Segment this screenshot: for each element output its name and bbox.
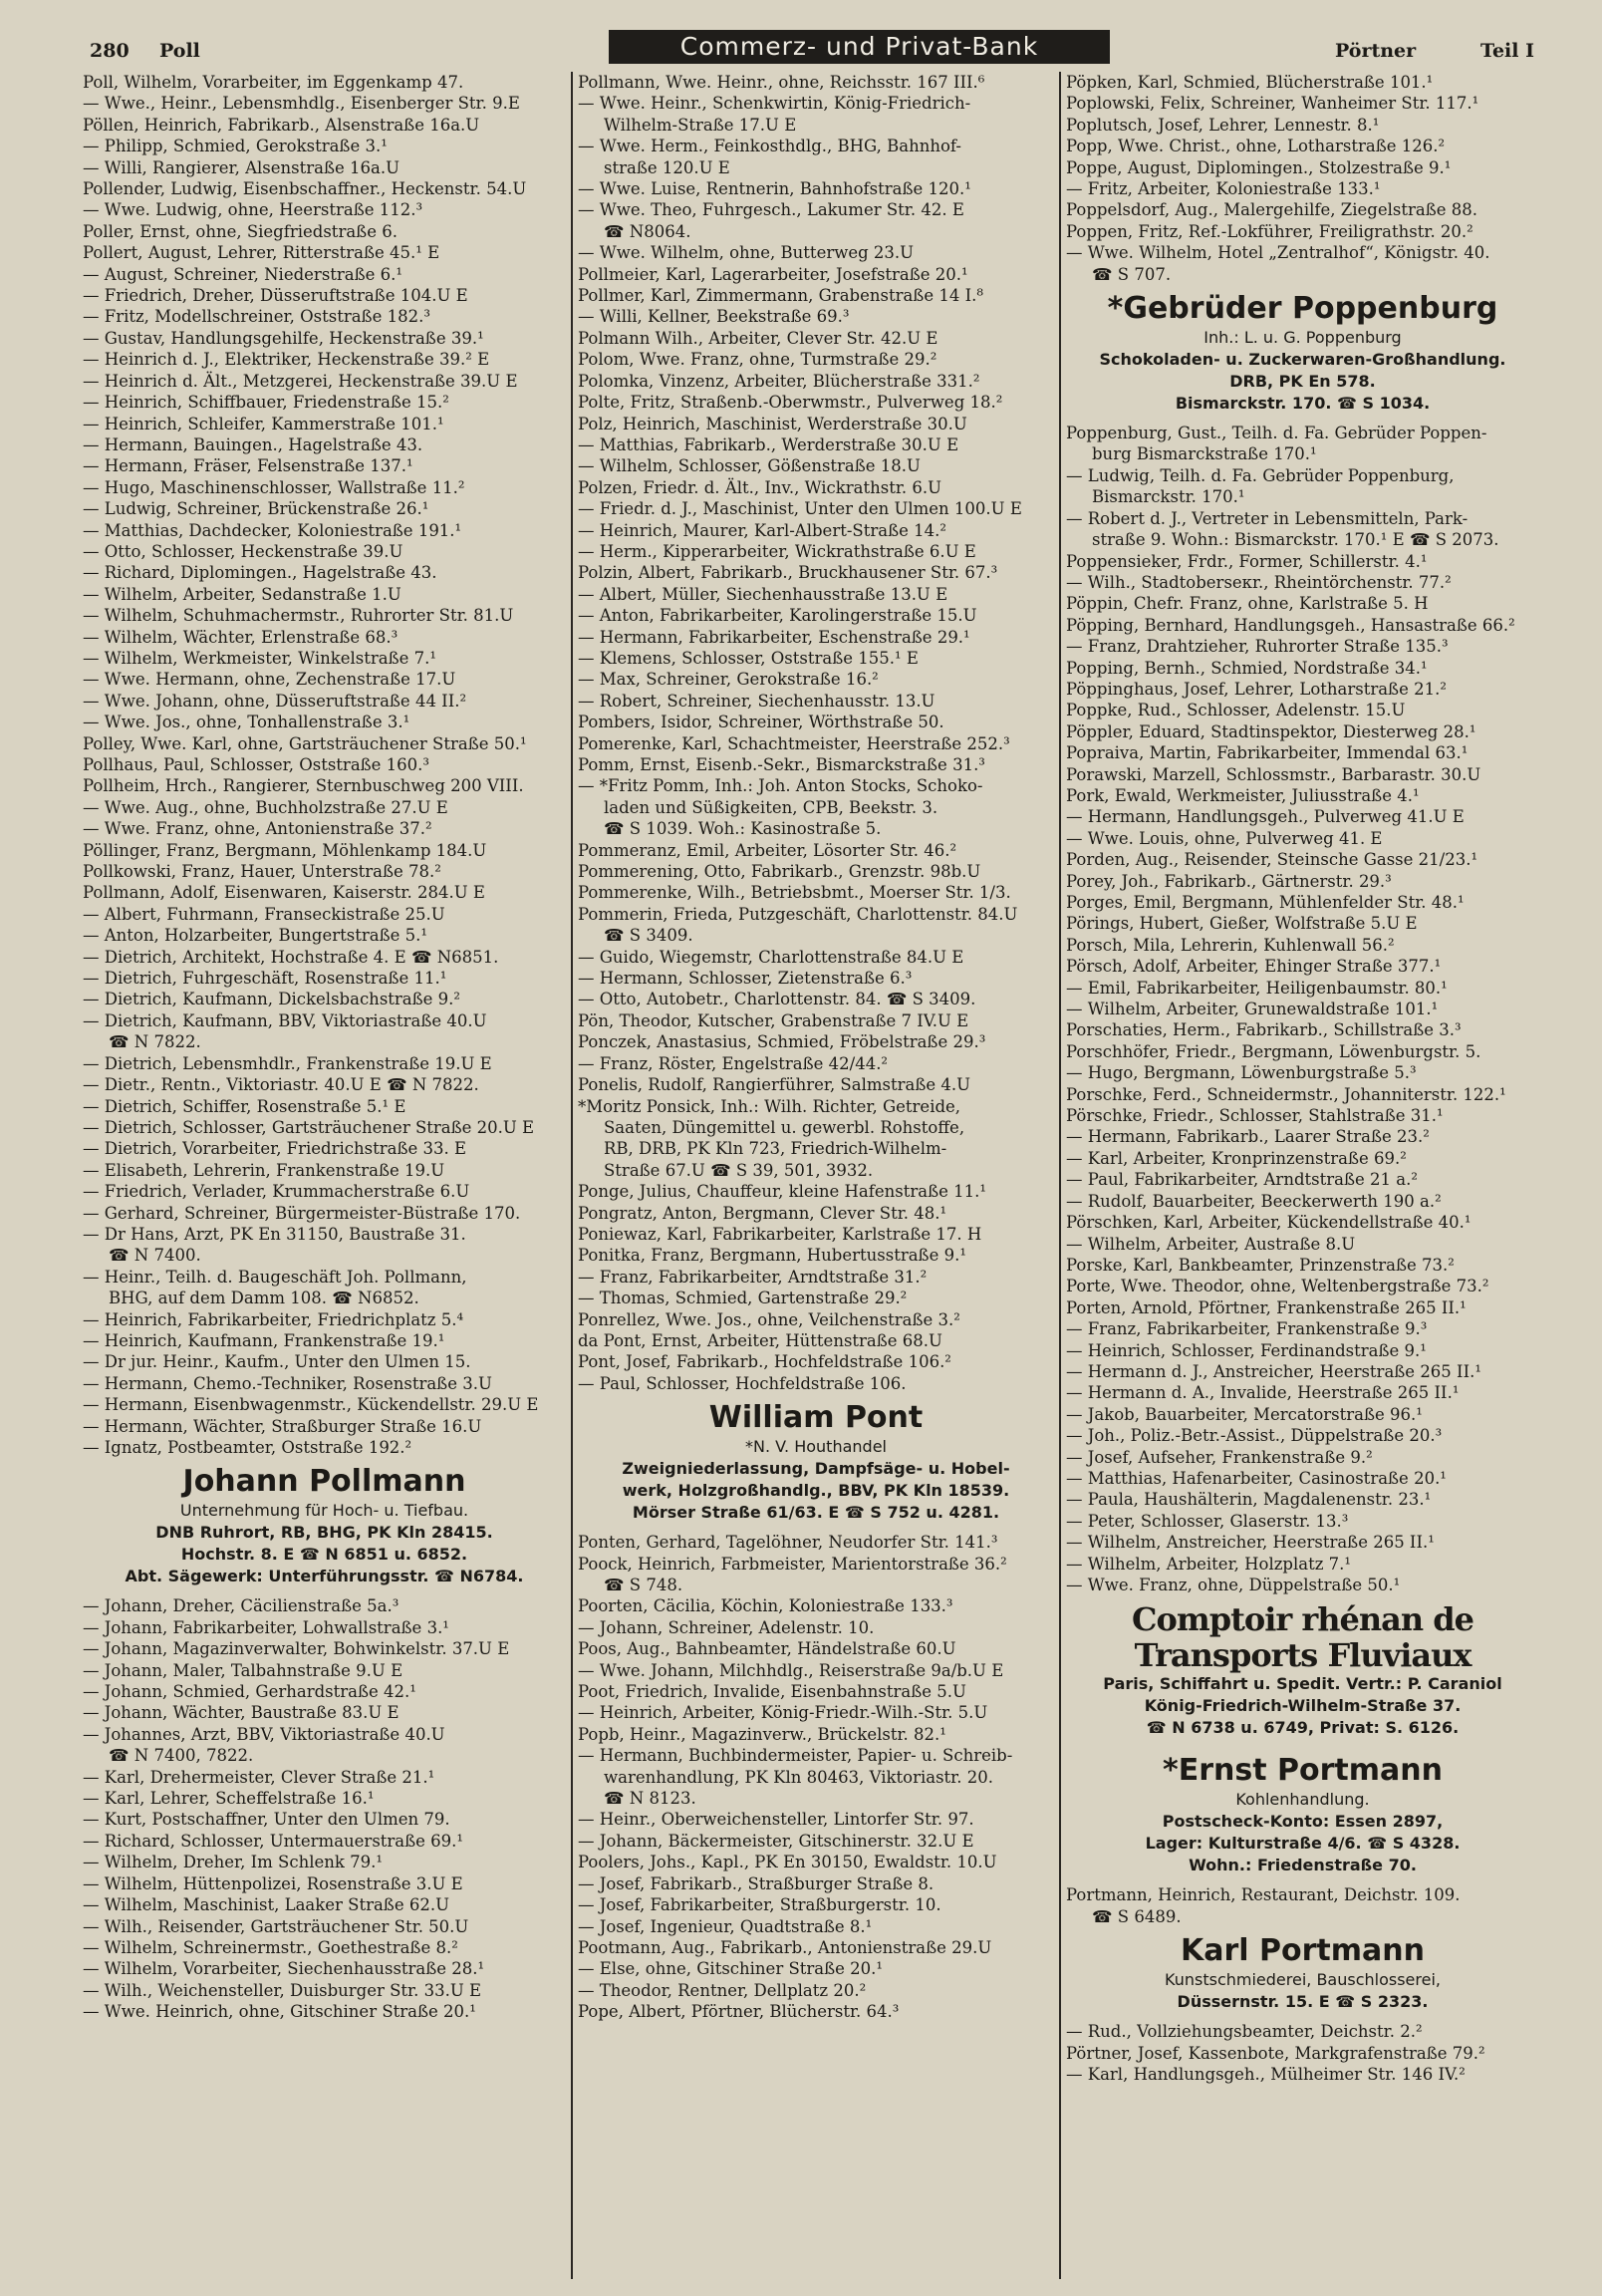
directory-entry: — Fritz, Modellschreiner, Oststraße 182.³ — [83, 307, 430, 327]
advertisement-line: Bismarckstr. 170. ☎ S 1034. — [1175, 394, 1431, 414]
directory-entry: Poock, Heinrich, Farbmeister, Marientorstraße 36.² — [578, 1554, 1007, 1574]
entry-continuation: ☎ S 707. — [1092, 264, 1172, 284]
directory-entry: Polley, Wwe. Karl, ohne, Gartsträuchener Straße 50.¹ — [83, 733, 527, 753]
directory-entry: — Joh., Poliz.-Betr.-Assist., Düppelstraße 20.³ — [1066, 1426, 1443, 1446]
advertisement-line: Lager: Kulturstraße 4/6. ☎ S 4328. — [1145, 1834, 1461, 1854]
directory-entry: Pollkowski, Franz, Hauer, Unterstraße 78.² — [83, 862, 441, 882]
directory-entry: Pöppler, Eduard, Stadtinspektor, Diesterweg 28.¹ — [1066, 721, 1476, 741]
directory-entry: — Wilhelm, Werkmeister, Winkelstraße 7.¹ — [83, 648, 436, 668]
directory-entry: — Hermann, Bauingen., Hagelstraße 43. — [83, 434, 423, 454]
page-header — [78, 30, 1544, 68]
directory-entry: Popping, Bernh., Schmied, Nordstraße 34.¹ — [1066, 658, 1428, 678]
directory-entry: Poppen, Fritz, Ref.-Lokführer, Freiligrathstr. 20.² — [1066, 221, 1473, 241]
advertisement-line: ☎ N 6738 u. 6749, Privat: S. 6126. — [1146, 1718, 1460, 1738]
directory-entry: — Matthias, Fabrikarb., Werderstraße 30.U E — [578, 434, 959, 454]
directory-entry: — Hermann, Wächter, Straßburger Straße 16.U — [83, 1416, 482, 1436]
directory-entry: — Franz, Drahtzieher, Ruhrorter Straße 135.³ — [1066, 637, 1449, 657]
directory-entry: Ponitka, Franz, Bergmann, Hubertusstraße 9.¹ — [578, 1246, 966, 1266]
directory-entry: — Wwe. Franz, ohne, Düppelstraße 50.¹ — [1066, 1576, 1401, 1594]
directory-entry: — Hugo, Maschinenschlosser, Wallstraße 11.² — [83, 477, 465, 497]
directory-entry: — Wilhelm, Hüttenpolizei, Rosenstraße 3.U E — [83, 1873, 463, 1893]
directory-entry: — Matthias, Dachdecker, Koloniestraße 191.¹ — [83, 520, 462, 540]
directory-entry: — Dietrich, Schlosser, Gartsträuchener Straße 20.U E — [83, 1117, 535, 1137]
directory-entry: Pörtner, Josef, Kassenbote, Markgrafenstraße 79.² — [1066, 2043, 1485, 2063]
advertisement-name: *Gebrüder Poppenburg — [1107, 291, 1498, 327]
directory-entry: Pollhaus, Paul, Schlosser, Oststraße 160.³ — [83, 755, 430, 774]
directory-entry: — Heinrich, Kaufmann, Frankenstraße 19.¹ — [83, 1330, 445, 1350]
directory-entry: — Hermann d. A., Invalide, Heerstraße 265 II.¹ — [1066, 1383, 1460, 1403]
directory-entry: Poolers, Johs., Kapl., PK En 30150, Ewaldstr. 10.U — [578, 1853, 997, 1872]
column-1 — [78, 72, 573, 2279]
directory-entry: — Max, Schreiner, Gerokstraße 16.² — [578, 670, 879, 690]
directory-entry: — Heinr., Teilh. d. Baugeschäft Joh. Pollmann, — [83, 1267, 467, 1287]
directory-entry: Polz, Heinrich, Maschinist, Werderstraße 30.U — [578, 414, 967, 433]
directory-entry: Pootmann, Aug., Fabrikarb., Antonienstraße 29.U — [578, 1937, 992, 1957]
directory-entry: Pollmer, Karl, Zimmermann, Grabenstraße 14 I.⁸ — [578, 286, 983, 306]
entry-continuation: Straße 67.U ☎ S 39, 501, 3932. — [604, 1160, 874, 1180]
directory-entry: Porte, Wwe. Theodor, ohne, Weltenbergstraße 73.² — [1066, 1277, 1489, 1296]
entry-continuation: BHG, auf dem Damm 108. ☎ N6852. — [109, 1289, 419, 1308]
directory-entry: — Wwe. Louis, ohne, Pulverweg 41. E — [1066, 828, 1383, 848]
directory-entry: — Wwe. Wilhelm, Hotel „Zentralhof“, Königstr. 40. — [1066, 243, 1490, 263]
advertisement — [1066, 285, 1539, 423]
directory-entry: Poppelsdorf, Aug., Malergehilfe, Ziegelstraße 88. — [1066, 200, 1477, 220]
directory-entry: Poos, Aug., Bahnbeamter, Händelstraße 60.U — [578, 1639, 956, 1659]
entry-continuation: ☎ N8064. — [604, 221, 691, 241]
directory-entry: — Franz, Fabrikarbeiter, Arndtstraße 31.² — [578, 1267, 928, 1287]
advertisement-line: Schokoladen- u. Zuckerwaren-Großhandlung. — [1099, 350, 1506, 370]
directory-entry: Porey, Joh., Fabrikarb., Gärtnerstr. 29.³ — [1066, 871, 1392, 891]
entry-continuation: RB, DRB, PK Kln 723, Friedrich-Wilhelm- — [604, 1139, 947, 1159]
directory-entry: Pörschke, Friedr., Schlosser, Stahlstraße 31.¹ — [1066, 1106, 1444, 1126]
directory-entry: Poplowski, Felix, Schreiner, Wanheimer Str. 117.¹ — [1066, 94, 1479, 114]
directory-entry: — Hugo, Bergmann, Löwenburgstraße 5.³ — [1066, 1063, 1417, 1083]
directory-entry: Portmann, Heinrich, Restaurant, Deichstr. 109. — [1066, 1885, 1461, 1905]
directory-entry: — Josef, Aufseher, Frankenstraße 9.² — [1066, 1447, 1373, 1467]
directory-entry: Pörsch, Adolf, Arbeiter, Ehinger Straße 377.¹ — [1066, 957, 1442, 977]
directory-entry: — Anton, Fabrikarbeiter, Karolingerstraße 15.U — [578, 606, 977, 626]
part-label: Teil I — [1480, 40, 1534, 62]
directory-entry: — Richard, Diplomingen., Hagelstraße 43. — [83, 563, 437, 583]
directory-entry: — Johann, Maler, Talbahnstraße 9.U E — [83, 1660, 403, 1680]
directory-entry: Porawski, Marzell, Schlossmstr., Barbarastr. 30.U — [1066, 764, 1481, 784]
directory-entry: — Theodor, Rentner, Dellplatz 20.² — [578, 1980, 867, 2000]
advertisement-name: William Pont — [708, 1400, 924, 1436]
directory-entry: Ponczek, Anastasius, Schmied, Fröbelstraße 29.³ — [578, 1032, 986, 1052]
directory-entry: Pön, Theodor, Kutscher, Grabenstraße 7 IV.U E — [578, 1010, 969, 1030]
directory-entry: — Dietr., Rentn., Viktoriastr. 40.U E ☎ N 7822. — [83, 1075, 479, 1095]
entry-continuation: ☎ N 7400. — [109, 1246, 201, 1266]
directory-entry: Pope, Albert, Pförtner, Blücherstr. 64.³ — [578, 2002, 900, 2022]
directory-entry: — Wilhelm, Maschinist, Laaker Straße 62.U — [83, 1895, 449, 1915]
directory-entry: — Wwe. Jos., ohne, Tonhallenstraße 3.¹ — [83, 713, 410, 732]
directory-entry: Popb, Heinr., Magazinverw., Brückelstr. 82.¹ — [578, 1724, 946, 1744]
directory-entry: — Heinrich, Schleifer, Kammerstraße 101.¹ — [83, 414, 444, 433]
directory-entry: Pollmeier, Karl, Lagerarbeiter, Josefstraße 20.¹ — [578, 264, 968, 284]
directory-entry: — Wilhelm, Schuhmachermstr., Ruhrorter Str. 81.U — [83, 606, 514, 626]
directory-entry: Pomm, Ernst, Eisenb.-Sekr., Bismarckstraße 31.³ — [578, 755, 985, 774]
directory-entry: — *Fritz Pomm, Inh.: Joh. Anton Stocks, Schoko- — [578, 776, 983, 796]
advertisement-line: DRB, PK En 578. — [1229, 372, 1376, 392]
directory-entry: — Josef, Ingenieur, Quadtstraße 8.¹ — [578, 1916, 873, 1936]
directory-entry: Pöllen, Heinrich, Fabrikarb., Alsenstraße 16a.U — [83, 115, 480, 135]
entry-continuation: ☎ S 6489. — [1092, 1906, 1182, 1926]
directory-entry: — Klemens, Schlosser, Oststraße 155.¹ E — [578, 648, 919, 668]
directory-entry: — Hermann, Buchbindermeister, Papier- u. Schreib- — [578, 1746, 1013, 1766]
directory-entry: — Otto, Schlosser, Heckenstraße 39.U — [83, 541, 403, 561]
entry-continuation: laden und Süßigkeiten, CPB, Beekstr. 3. — [604, 797, 938, 817]
directory-entry: — Karl, Arbeiter, Kronprinzenstraße 69.² — [1066, 1148, 1407, 1168]
column-3 — [1061, 72, 1544, 2279]
advertisement-line: *N. V. Houthandel — [745, 1437, 887, 1457]
directory-entry: — Dietrich, Kaufmann, Dickelsbachstraße 9.² — [83, 990, 461, 1009]
entry-continuation: ☎ S 748. — [604, 1576, 683, 1594]
directory-entry: Pollert, August, Lehrer, Ritterstraße 45.¹ E — [83, 243, 440, 263]
directory-entry: — Hermann, Chemo.-Techniker, Rosenstraße 3.U — [83, 1373, 492, 1393]
directory-entry: — Hermann, Handlungsgeh., Pulverweg 41.U E — [1066, 807, 1465, 827]
directory-entry: Pommerin, Frieda, Putzgeschäft, Charlottenstr. 84.U — [578, 904, 1018, 924]
directory-entry: Poll, Wilhelm, Vorarbeiter, im Eggenkamp 47. — [83, 73, 464, 92]
directory-entry: — Karl, Lehrer, Scheffelstraße 16.¹ — [83, 1789, 375, 1809]
directory-entry: — Ludwig, Teilh. d. Fa. Gebrüder Poppenburg, — [1066, 465, 1455, 485]
directory-entry: — Johann, Bäckermeister, Gitschinerstr. 32.U E — [578, 1831, 974, 1851]
directory-entry: — Johann, Dreher, Cäcilienstraße 5a.³ — [83, 1596, 400, 1616]
directory-entry: — Friedrich, Verlader, Krummacherstraße 6.U — [83, 1182, 470, 1202]
directory-entry: Polzen, Friedr. d. Ält., Inv., Wickrathstr. 6.U — [578, 477, 942, 497]
advertisement — [83, 1458, 566, 1595]
directory-entry: — Guido, Wiegemstr, Charlottenstraße 84.U E — [578, 947, 964, 967]
columns — [78, 72, 1544, 2279]
advertisement-line: Mörser Straße 61/63. E ☎ S 752 u. 4281. — [632, 1503, 1000, 1523]
directory-entry: Polmann Wilh., Arbeiter, Clever Str. 42.U E — [578, 328, 938, 348]
advertisement-line: Kohlenhandlung. — [1235, 1790, 1370, 1810]
directory-entry: — Dietrich, Vorarbeiter, Friedrichstraße 33. E — [83, 1139, 467, 1159]
directory-entry: — Albert, Fuhrmann, Franseckistraße 25.U — [83, 904, 445, 924]
directory-entry: Polom, Wwe. Franz, ohne, Turmstraße 29.² — [578, 350, 937, 370]
directory-entry: Poniewaz, Karl, Fabrikarbeiter, Karlstraße 17. H — [578, 1224, 982, 1244]
directory-entry: Pörschken, Karl, Arbeiter, Kückendellstraße 40.¹ — [1066, 1213, 1471, 1233]
directory-entry: — Heinrich d. J., Elektriker, Heckenstraße 39.² E — [83, 350, 490, 370]
directory-entry: Polzin, Albert, Fabrikarb., Bruckhausener Str. 67.³ — [578, 563, 998, 583]
directory-entry: — Wwe. Heinrich, ohne, Gitschiner Straße 20.¹ — [83, 2002, 476, 2022]
directory-entry: — Hermann, Eisenbwagenmstr., Kückendellstr. 29.U E — [83, 1395, 539, 1415]
directory-entry: — Johannes, Arzt, BBV, Viktoriastraße 40.U — [83, 1724, 445, 1744]
directory-entry: — Hermann, Fräser, Felsenstraße 137.¹ — [83, 456, 413, 476]
advertisement — [1066, 1747, 1539, 1884]
directory-entry: — Wilhelm, Anstreicher, Heerstraße 265 II.¹ — [1066, 1533, 1435, 1553]
entry-continuation: warenhandlung, PK Kln 80463, Viktoriastr. 20. — [604, 1767, 993, 1787]
directory-entry: — Kurt, Postschaffner, Unter den Ulmen 79. — [83, 1810, 450, 1830]
directory-entry: — Wwe. Theo, Fuhrgesch., Lakumer Str. 42. E — [578, 200, 964, 220]
directory-entry: Porschke, Ferd., Schneidermstr., Johanniterstr. 122.¹ — [1066, 1084, 1506, 1104]
directory-entry: Poppensieker, Frdr., Former, Schillerstr. 4.¹ — [1066, 551, 1428, 571]
directory-entry: — Rudolf, Bauarbeiter, Beeckerwerth 190 a.² — [1066, 1191, 1442, 1211]
directory-entry: — Franz, Röster, Engelstraße 42/44.² — [578, 1053, 889, 1073]
directory-entry: Pork, Ewald, Werkmeister, Juliusstraße 4.¹ — [1066, 785, 1420, 805]
advertisement-line: Postscheck-Konto: Essen 2897, — [1162, 1812, 1444, 1832]
advertisement-line: Paris, Schiffahrt u. Spedit. Vertr.: P. Caraniol — [1103, 1674, 1502, 1694]
bank-banner: Commerz- und Privat-Bank — [609, 30, 1110, 64]
advertisement-line: DNB Ruhrort, RB, BHG, PK Kln 28415. — [155, 1523, 493, 1543]
directory-entry: — Josef, Fabrikarbeiter, Straßburgerstr. 10. — [578, 1895, 941, 1915]
entry-continuation: Bismarckstr. 170.¹ — [1092, 487, 1245, 507]
directory-entry: — Wilhelm, Wächter, Erlenstraße 68.³ — [83, 627, 399, 647]
directory-entry: — Robert d. J., Vertreter in Lebensmitteln, Park- — [1066, 508, 1468, 528]
directory-entry: — Jakob, Bauarbeiter, Mercatorstraße 96.¹ — [1066, 1404, 1423, 1424]
advertisement-line: Unternehmung für Hoch- u. Tiefbau. — [179, 1501, 469, 1521]
directory-entry: Poppe, August, Diplomingen., Stolzestraße 9.¹ — [1066, 157, 1452, 177]
directory-entry: Porten, Arnold, Pförtner, Frankenstraße 265 II.¹ — [1066, 1297, 1467, 1317]
directory-entry: — Heinrich, Schlosser, Ferdinandstraße 9.¹ — [1066, 1340, 1427, 1360]
directory-entry: Porschaties, Herm., Fabrikarb., Schillstraße 3.³ — [1066, 1020, 1462, 1040]
directory-entry: — Albert, Müller, Siechenhausstraße 13.U E — [578, 584, 948, 604]
advertisement-line: Wohn.: Friedenstraße 70. — [1189, 1856, 1417, 1875]
advertisement — [1066, 1595, 1539, 1747]
directory-entry: Pombers, Isidor, Schreiner, Wörthstraße 50. — [578, 713, 944, 732]
advertisement-line: werk, Holzgroßhandlg., BBV, PK Kln 18539. — [622, 1481, 1010, 1501]
entry-continuation: ☎ N 7400, 7822. — [109, 1746, 254, 1766]
directory-entry: — Wilh., Reisender, Gartsträuchener Str. 50.U — [83, 1916, 469, 1936]
directory-entry: — Johann, Schreiner, Adelenstr. 10. — [578, 1617, 875, 1637]
directory-entry: Poorten, Cäcilia, Köchin, Koloniestraße 133.³ — [578, 1596, 953, 1616]
directory-entry: Pöpken, Karl, Schmied, Blücherstraße 101.¹ — [1066, 73, 1434, 92]
advertisement-name: Karl Portmann — [1181, 1933, 1425, 1969]
directory-entry: — Heinrich, Arbeiter, König-Friedr.-Wilh.-Str. 5.U — [578, 1703, 988, 1723]
directory-entry: Pörings, Hubert, Gießer, Wolfstraße 5.U E — [1066, 914, 1418, 934]
entry-continuation: ☎ S 1039. Woh.: Kasinostraße 5. — [604, 819, 882, 839]
directory-entry: Pöpping, Bernhard, Handlungsgeh., Hansastraße 66.² — [1066, 615, 1515, 635]
directory-entry: Poppke, Rud., Schlosser, Adelenstr. 15.U — [1066, 701, 1406, 720]
directory-entry: — Wwe. Herm., Feinkosthdlg., BHG, Bahnhof- — [578, 137, 961, 156]
directory-entry: — Friedrich, Dreher, Düsseruftstraße 104.U E — [83, 286, 468, 306]
directory-entry: Poppenburg, Gust., Teilh. d. Fa. Gebrüder Poppen- — [1066, 424, 1487, 443]
column-2 — [573, 72, 1061, 2279]
directory-entry: — Wwe. Franz, ohne, Antonienstraße 37.² — [83, 819, 432, 839]
directory-entry: — Wilhelm, Vorarbeiter, Siechenhausstraße 28.¹ — [83, 1959, 485, 1979]
directory-entry: — Wilhelm, Arbeiter, Grunewaldstraße 101.¹ — [1066, 1000, 1439, 1019]
directory-entry: Pommerenke, Wilh., Betriebsbmt., Moerser Str. 1/3. — [578, 883, 1011, 903]
directory-entry: Ponten, Gerhard, Tagelöhner, Neudorfer Str. 141.³ — [578, 1533, 998, 1553]
advertisement-line: Inh.: L. u. G. Poppenburg — [1203, 328, 1402, 348]
directory-entry: — Thomas, Schmied, Gartenstraße 29.² — [578, 1289, 908, 1308]
directory-entry: — Wwe. Hermann, ohne, Zechenstraße 17.U — [83, 670, 456, 690]
advertisement-line: Düssernstr. 15. E ☎ S 2323. — [1177, 1992, 1429, 2012]
directory-entry: — Paul, Fabrikarbeiter, Arndtstraße 21 a.² — [1066, 1170, 1418, 1190]
directory-entry: Pomerenke, Karl, Schachtmeister, Heerstraße 252.³ — [578, 733, 1010, 753]
entry-continuation: Saaten, Düngemittel u. gewerbl. Rohstoffe, — [604, 1117, 965, 1137]
directory-entry: — Hermann, Schlosser, Zietenstraße 6.³ — [578, 969, 913, 989]
directory-entry: — Johann, Magazinverwalter, Bohwinkelstr. 37.U E — [83, 1639, 510, 1659]
directory-entry: Porges, Emil, Bergmann, Mühlenfelder Str. 48.¹ — [1066, 893, 1465, 912]
directory-entry: — Otto, Autobetr., Charlottenstr. 84. ☎ S 3409. — [578, 990, 976, 1009]
directory-entry: Pongratz, Anton, Bergmann, Clever Str. 48.¹ — [578, 1203, 947, 1223]
entry-continuation: ☎ N 8123. — [604, 1789, 696, 1809]
directory-entry: Poplutsch, Josef, Lehrer, Lennestr. 8.¹ — [1066, 115, 1380, 135]
directory-entry: — Else, ohne, Gitschiner Straße 20.¹ — [578, 1959, 883, 1979]
directory-entry: — Wwe. Johann, ohne, Düsseruftstraße 44 II.² — [83, 691, 467, 711]
advertisement — [1066, 1927, 1539, 2021]
advertisement-line: Kunstschmiederei, Bauschlosserei, — [1165, 1970, 1441, 1990]
directory-entry: Poller, Ernst, ohne, Siegfriedstraße 6. — [83, 221, 398, 241]
directory-entry: — Heinrich, Maurer, Karl-Albert-Straße 14.² — [578, 520, 946, 540]
directory-entry: — Rud., Vollziehungsbeamter, Deichstr. 2.² — [1066, 2022, 1423, 2042]
entry-continuation: burg Bismarckstraße 170.¹ — [1092, 444, 1317, 464]
directory-entry: — Wwe. Luise, Rentnerin, Bahnhofstraße 120.¹ — [578, 179, 971, 199]
entry-continuation: Wilhelm-Straße 17.U E — [604, 115, 797, 135]
directory-entry: Pollender, Ludwig, Eisenbschaffner., Heckenstr. 54.U — [83, 179, 527, 199]
directory-entry: — Dietrich, Schiffer, Rosenstraße 5.¹ E — [83, 1096, 406, 1116]
directory-entry: — Ignatz, Postbeamter, Oststraße 192.² — [83, 1438, 412, 1457]
entry-continuation: straße 9. Wohn.: Bismarckstr. 170.¹ E ☎ S 2073. — [1092, 530, 1499, 550]
directory-entry: — Dietrich, Architekt, Hochstraße 4. E ☎ N6851. — [83, 947, 499, 967]
directory-entry: Polte, Fritz, Straßenb.-Oberwmstr., Pulverweg 18.² — [578, 393, 1003, 413]
directory-entry: Pöppin, Chefr. Franz, ohne, Karlstraße 5. H — [1066, 594, 1429, 614]
directory-entry: — Herm., Kipperarbeiter, Wickrathstraße 6.U E — [578, 541, 976, 561]
directory-entry: — Fritz, Arbeiter, Koloniestraße 133.¹ — [1066, 179, 1381, 199]
directory-entry: — Wilhelm, Schlosser, Gößenstraße 18.U — [578, 456, 921, 476]
directory-entry: — Karl, Handlungsgeh., Mülheimer Str. 146 IV.² — [1066, 2065, 1466, 2085]
directory-entry: — Friedr. d. J., Maschinist, Unter den Ulmen 100.U E — [578, 499, 1022, 519]
directory-entry: — Wwe. Johann, Milchhdlg., Reiserstraße 9a/b.U E — [578, 1660, 1004, 1680]
advertisement-name: Johann Pollmann — [182, 1464, 466, 1500]
advertisement-line: Hochstr. 8. E ☎ N 6851 u. 6852. — [180, 1545, 468, 1565]
directory-entry: — Hermann d. J., Anstreicher, Heerstraße 265 II.¹ — [1066, 1361, 1481, 1381]
directory-entry: Popraiva, Martin, Fabrikarbeiter, Immendal 63.¹ — [1066, 743, 1468, 763]
directory-entry: — Wilhelm, Arbeiter, Sedanstraße 1.U — [83, 584, 401, 604]
directory-entry: — Gustav, Handlungsgehilfe, Heckenstraße 39.¹ — [83, 328, 484, 348]
directory-entry: Porske, Karl, Bankbeamter, Prinzenstraße 73.² — [1066, 1255, 1455, 1275]
directory-entry: da Pont, Ernst, Arbeiter, Hüttenstraße 68.U — [578, 1330, 942, 1350]
directory-entry: — Emil, Fabrikarbeiter, Heiligenbaumstr. 80.¹ — [1066, 978, 1448, 998]
directory-entry: — Hermann, Fabrikarb., Laarer Straße 23.² — [1066, 1127, 1430, 1147]
directory-entry: *Moritz Ponsick, Inh.: Wilh. Richter, Getreide, — [578, 1096, 961, 1116]
right-keyword: Pörtner — [1335, 40, 1417, 62]
directory-entry: — Robert, Schreiner, Siechenhausstr. 13.U — [578, 691, 935, 711]
directory-entry: — Wwe., Heinr., Lebensmhdlg., Eisenberger Str. 9.E — [83, 94, 520, 114]
directory-entry: — Johann, Schmied, Gerhardstraße 42.¹ — [83, 1682, 416, 1702]
directory-entry: — Dietrich, Kaufmann, BBV, Viktoriastraße 40.U — [83, 1010, 487, 1030]
page-number: 280 — [90, 40, 130, 62]
directory-entry: Porschhöfer, Friedr., Bergmann, Löwenburgstr. 5. — [1066, 1041, 1481, 1061]
directory-entry: — Ludwig, Schreiner, Brückenstraße 26.¹ — [83, 499, 429, 519]
directory-entry: — Dietrich, Lebensmhdlr., Frankenstraße 19.U E — [83, 1053, 492, 1073]
entry-continuation: ☎ N 7822. — [109, 1032, 201, 1052]
directory-entry: — Heinrich, Fabrikarbeiter, Friedrichplatz 5.⁴ — [83, 1309, 464, 1329]
advertisement-line: Zweigniederlassung, Dampfsäge- u. Hobel- — [622, 1459, 1010, 1479]
directory-entry: — Matthias, Hafenarbeiter, Casinostraße 20.¹ — [1066, 1468, 1447, 1488]
directory-entry: — Wilhelm, Schreinermstr., Goethestraße 8.² — [83, 1937, 458, 1957]
directory-entry: — Hermann, Fabrikarbeiter, Eschenstraße 29.¹ — [578, 627, 970, 647]
directory-entry: Porsch, Mila, Lehrerin, Kuhlenwall 56.² — [1066, 935, 1395, 955]
directory-entry: — Heinrich, Schiffbauer, Friedenstraße 15.² — [83, 393, 449, 413]
directory-entry: Pont, Josef, Fabrikarb., Hochfeldstraße 106.² — [578, 1352, 951, 1372]
directory-entry: — Elisabeth, Lehrerin, Frankenstraße 19.U — [83, 1160, 445, 1180]
directory-entry: — Dietrich, Fuhrgeschäft, Rosenstraße 11.¹ — [83, 969, 447, 989]
directory-entry: — Wwe. Ludwig, ohne, Heerstraße 112.³ — [83, 200, 423, 220]
directory-entry: — Wwe. Wilhelm, ohne, Butterweg 23.U — [578, 243, 915, 263]
advertisement — [578, 1394, 1054, 1532]
directory-entry: — Philipp, Schmied, Gerokstraße 3.¹ — [83, 137, 388, 156]
directory-entry: — Dr Hans, Arzt, PK En 31150, Baustraße 31. — [83, 1224, 466, 1244]
directory-entry: Ponrellez, Wwe. Jos., ohne, Veilchenstraße 3.² — [578, 1309, 960, 1329]
advertisement-name: *Ernst Portmann — [1163, 1753, 1443, 1789]
directory-entry: — Heinrich d. Ält., Metzgerei, Heckenstraße 39.U E — [83, 371, 518, 391]
directory-entry: — Wilh., Stadtoberseкr., Rheintörchenstr. 77.² — [1066, 572, 1452, 592]
directory-entry: — Dr jur. Heinr., Kaufm., Unter den Ulmen 15. — [83, 1352, 471, 1372]
directory-entry: Pöppinghaus, Josef, Lehrer, Lotharstraße 21.² — [1066, 679, 1447, 699]
directory-entry: — Franz, Fabrikarbeiter, Frankenstraße 9.³ — [1066, 1319, 1428, 1339]
entry-continuation: straße 120.U E — [604, 157, 730, 177]
entry-continuation: ☎ S 3409. — [604, 926, 693, 946]
directory-entry: — Karl, Drehermeister, Clever Straße 21.¹ — [83, 1767, 435, 1787]
directory-entry: Ponelis, Rudolf, Rangierführer, Salmstraße 4.U — [578, 1075, 971, 1095]
directory-entry: — Wilhelm, Arbeiter, Austraße 8.U — [1066, 1234, 1356, 1254]
directory-entry: — Johann, Wächter, Baustraße 83.U E — [83, 1703, 400, 1723]
advertisement-name: Comptoir rhénan de Transports Fluviaux — [1132, 1600, 1473, 1675]
left-keyword: Poll — [159, 40, 200, 62]
directory-entry: — Wilhelm, Dreher, Im Schlenk 79.¹ — [83, 1853, 383, 1872]
directory-entry: — Anton, Holzarbeiter, Bungertstraße 5.¹ — [83, 926, 427, 946]
directory-entry: Pollmann, Wwe. Heinr., ohne, Reichsstr. 167 III.⁶ — [578, 73, 985, 92]
directory-entry: — Paul, Schlosser, Hochfeldstraße 106. — [578, 1373, 907, 1393]
directory-entry: Popp, Wwe. Christ., ohne, Lotharstraße 126.² — [1066, 137, 1446, 156]
directory-entry: — Richard, Schlosser, Untermauerstraße 69.¹ — [83, 1831, 464, 1851]
directory-entry: Ponge, Julius, Chauffeur, kleine Hafenstraße 11.¹ — [578, 1182, 986, 1202]
directory-entry: — Peter, Schlosser, Glaserstr. 13.³ — [1066, 1511, 1349, 1531]
directory-entry: Pollmann, Adolf, Eisenwaren, Kaiserstr. 284.U E — [83, 883, 485, 903]
directory-entry: Poot, Friedrich, Invalide, Eisenbahnstraße 5.U — [578, 1682, 966, 1702]
directory-entry: Porden, Aug., Reisender, Steinsche Gasse 21/23.¹ — [1066, 850, 1478, 870]
directory-entry: — Wwe. Heinr., Schenkwirtin, König-Friedrich- — [578, 94, 971, 114]
directory-entry: Pöllinger, Franz, Bergmann, Möhlenkamp 184.U — [83, 840, 487, 860]
directory-entry: — Wilhelm, Arbeiter, Holzplatz 7.¹ — [1066, 1554, 1352, 1574]
directory-entry: Pommerening, Otto, Fabrikarb., Grenzstr. 98b.U — [578, 862, 981, 882]
directory-entry: Pommeranz, Emil, Arbeiter, Lösorter Str. 46.² — [578, 840, 957, 860]
directory-entry: — Willi, Rangierer, Alsenstraße 16a.U — [83, 157, 400, 177]
directory-entry: — Wwe. Aug., ohne, Buchholzstraße 27.U E — [83, 797, 448, 817]
directory-entry: — Wilh., Weichensteller, Duisburger Str. 33.U E — [83, 1980, 482, 2000]
directory-entry: — Gerhard, Schreiner, Bürgermeister-Büstraße 170. — [83, 1203, 521, 1223]
directory-entry: — August, Schreiner, Niederstraße 6.¹ — [83, 264, 403, 284]
directory-entry: — Paula, Haushälterin, Magdalenenstr. 23.¹ — [1066, 1490, 1432, 1510]
directory-entry: — Heinr., Oberweichensteller, Lintorfer Str. 97. — [578, 1810, 974, 1830]
directory-entry: — Johann, Fabrikarbeiter, Lohwallstraße 3.¹ — [83, 1617, 449, 1637]
directory-entry: Pollheim, Hrch., Rangierer, Sternbuschweg 200 VIII. — [83, 776, 524, 796]
advertisement-line: Abt. Sägewerk: Unterführungsstr. ☎ N6784. — [125, 1567, 524, 1586]
directory-entry: — Josef, Fabrikarb., Straßburger Straße 8. — [578, 1873, 934, 1893]
directory-entry: Polomka, Vinzenz, Arbeiter, Blücherstraße 331.² — [578, 371, 980, 391]
advertisement-line: König-Friedrich-Wilhelm-Straße 37. — [1144, 1696, 1462, 1716]
directory-entry: — Willi, Kellner, Beekstraße 69.³ — [578, 307, 850, 327]
